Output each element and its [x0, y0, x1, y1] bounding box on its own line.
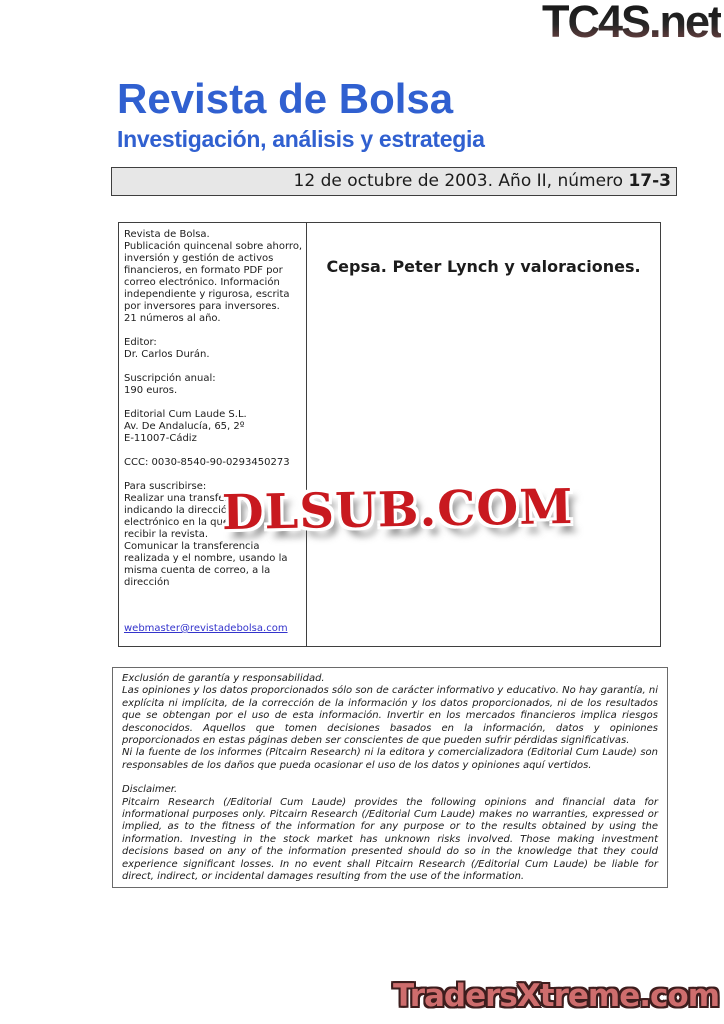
webmaster-email-link[interactable]: webmaster@revistadebolsa.com [124, 623, 288, 634]
info-article-box [118, 222, 661, 647]
bank-account-line: CCC: 0030-8540-90-0293450273 [124, 457, 290, 468]
exclusion-title: Exclusión de garantía y responsabilidad. [122, 673, 325, 684]
spacer [124, 469, 304, 481]
spacer [124, 325, 304, 337]
issue-number: 17-3 [628, 171, 671, 191]
publication-title: Revista de Bolsa [117, 75, 454, 122]
disclaimer-paragraph-1: Pitcairn Research (/Editorial Cum Laude) provides the following opinions and financial data for informational purposes only. Pitcairn Research (/Editorial Cum Laude) makes no warranties, expressed or implied, as to the fitness of the information for any purpose or to the results obtained by using the information. Investing in the stock market has unknown risks involved. Those making investment decisions based on any of the information presented should do so in the knowledge that they could experience significant losses. In no event shall Pitcairn Research (/Editorial Cum Laude) be liable for direct, indirect, or incidental damages resulting from the use of the information. [122, 796, 658, 883]
spacer [124, 397, 304, 409]
article-headline: Cepsa. Peter Lynch y valoraciones. [326, 257, 641, 276]
tc4s-logo: TC4S.net [542, 0, 721, 48]
exclusion-paragraph-1: Las opiniones y los datos proporcionados sólo son de carácter informativo y educativo. No hay garantía, ni explícita ni implícita, de la corrección de la información y los datos proporcionados, ni de los resultados que se obtengan por el uso de esta información. Invertir en los mercados financieros implica riesgos desconocidos. Aquellos que tomen decisiones basados en la información, datos y opiniones proporcionados en estas páginas deben ser conscientes de que pueden sufrir pérdidas significativas. [122, 685, 658, 747]
spacer [124, 589, 304, 623]
issue-date-text: 12 de octubre de 2003. Año II, número [293, 171, 629, 191]
spacer [124, 445, 304, 457]
legal-disclaimer-box [112, 667, 668, 888]
spacer [122, 772, 658, 784]
address-paragraph: Editorial Cum Laude S.L. Av. De Andalucía, 65, 2º E-11007-Cádiz [124, 409, 247, 444]
publication-info-column [119, 223, 307, 646]
publication-subtitle: Investigación, análisis y estrategia [117, 126, 485, 152]
contact-line [124, 623, 304, 635]
spacer [124, 361, 304, 373]
editor-paragraph: Editor: Dr. Carlos Durán. [124, 337, 210, 360]
tradersxtreme-logo: TradersXtreme.com [392, 978, 719, 1014]
subscribe-paragraph: Para suscribirse: Realizar una transferencia indicando la dirección electrónico en la que recibir la revista. Comunicar la transferencia realizada y el nombre, usando la misma cuenta de correo, a la dirección [124, 481, 288, 588]
disclaimer-title: Disclaimer. [122, 784, 178, 796]
subscription-paragraph: Suscripción anual: 190 euros. [124, 373, 216, 396]
exclusion-paragraph-2: Ni la fuente de los informes (Pitcairn Research) ni la editora y comercializadora (Editorial Cum Laude) son responsables de los daños que pueda ocasionar el uso de los datos y opiniones aquí vertidos. [122, 747, 658, 771]
issue-date-bar [111, 167, 677, 196]
dlsub-watermark: DLSUB.COM [221, 478, 574, 542]
article-column [307, 223, 660, 646]
about-paragraph: Revista de Bolsa. Publicación quincenal sobre ahorro, inversión y gestión de activos financieros, en formato PDF por correo electrónico. Información independiente y rigurosa, escrita por inversores para inversores. 21 números al año. [124, 229, 303, 324]
